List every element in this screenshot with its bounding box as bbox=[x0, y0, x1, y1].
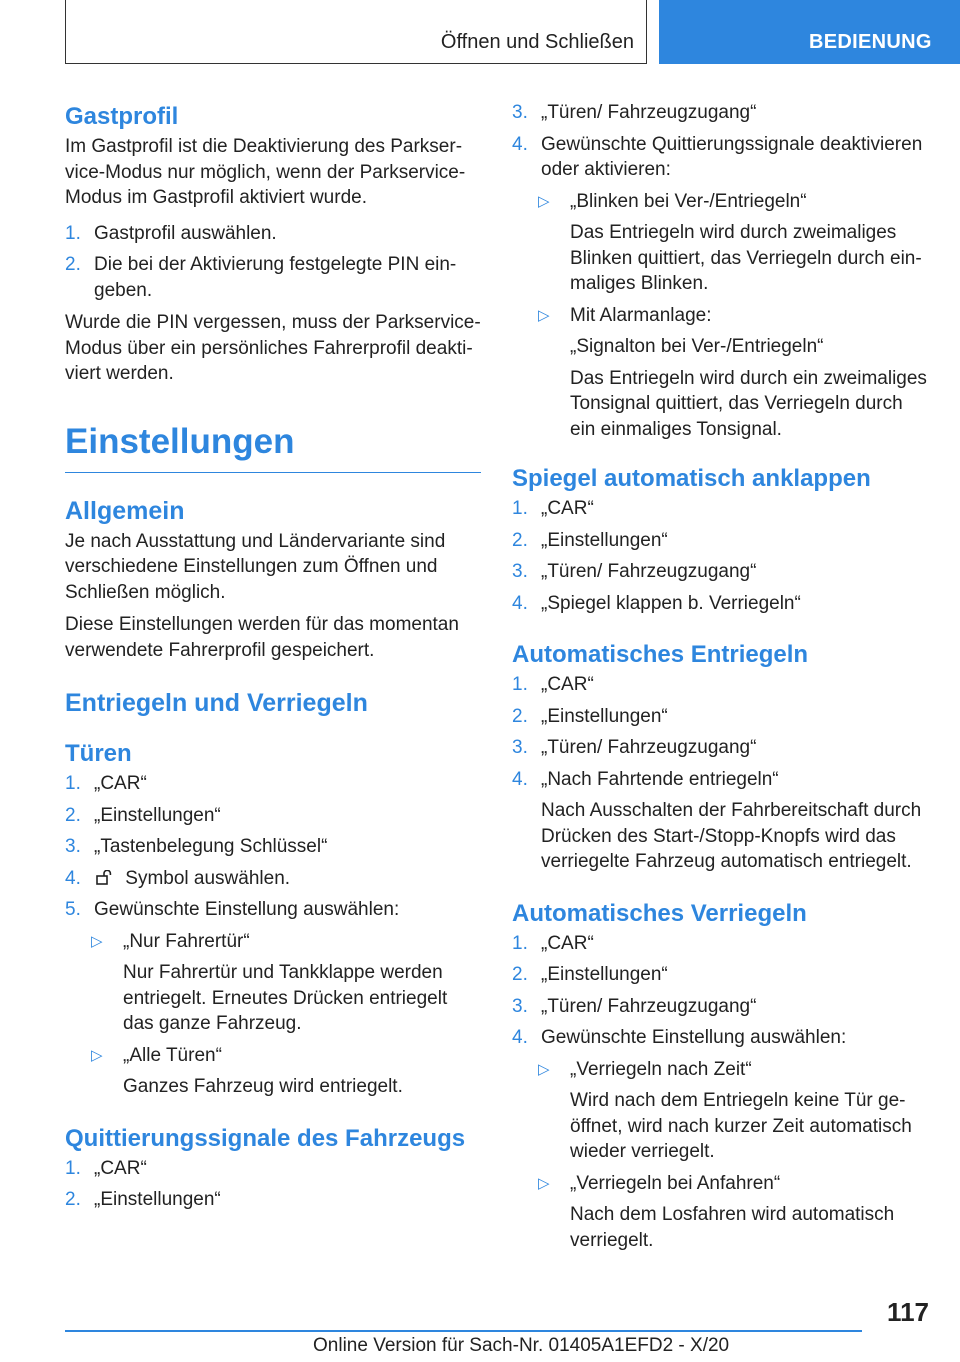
bullet-description: Nur Fahrertür und Tankklappe werden entriegelt. Erneutes Drücken entriegelt das ganze Fahrzeug. bbox=[123, 962, 448, 1034]
bullet-setting: „Signalton bei Ver-/Entriegeln“ bbox=[570, 336, 824, 357]
triangle-right-icon: ▷ bbox=[538, 1174, 550, 1192]
triangle-right-icon: ▷ bbox=[538, 1060, 550, 1078]
heading-einstellungen: Einstellungen bbox=[65, 419, 481, 473]
list-item: 2. „Einstellungen“ bbox=[65, 804, 221, 826]
bullet-item: ▷ „Blinken bei Ver-/Entriegeln“ bbox=[512, 189, 930, 215]
list-item-description: Nach Ausschalten der Fahrbereitschaft durch Drücken des Start-/Stopp-Knopfs wird das verriegelte Fahrzeug automatisch entriegelt. bbox=[541, 800, 922, 872]
heading-automatisches-entriegeln: Automatisches Entriegeln bbox=[512, 641, 809, 668]
left-column bbox=[65, 100, 481, 1213]
list-item: 3. „Türen/ Fahrzeugzugang“ bbox=[512, 561, 757, 582]
bullet-item: ▷ „Nur Fahrertür“ bbox=[65, 929, 481, 955]
header-section-box bbox=[65, 0, 647, 64]
list-item: 3. „Türen/ Fahrzeugzugang“ bbox=[512, 995, 757, 1017]
triangle-right-icon: ▷ bbox=[91, 932, 103, 950]
bullet-description: Nach dem Losfahren wird automatisch verriegelt. bbox=[570, 1204, 895, 1251]
list-item: 1. „CAR“ bbox=[65, 773, 147, 794]
gastprofil-text: Im Gastprofil ist die Deaktivierung des Parkser-vice-Modus nur möglich, wenn der Parkservice-Modus im Gastprofil aktiviert wurde. bbox=[65, 136, 466, 208]
header-chapter-label: BEDIENUNG bbox=[809, 31, 932, 53]
bullet-item: ▷ „Verriegeln bei Anfahren“ bbox=[512, 1171, 930, 1197]
triangle-right-icon: ▷ bbox=[538, 192, 550, 210]
list-item: 3. „Türen/ Fahrzeugzugang“ bbox=[512, 737, 757, 758]
bullet-item: ▷ Mit Alarmanlage: bbox=[512, 303, 930, 329]
list-item: 1. „CAR“ bbox=[512, 674, 594, 695]
heading-gastprofil: Gastprofil bbox=[65, 103, 179, 130]
allgemein-text-2: Diese Einstellungen werden für das momentan verwendete Fahrerprofil gespeichert. bbox=[65, 614, 459, 661]
list-item: 1. „CAR“ bbox=[512, 498, 594, 519]
unlock-icon bbox=[96, 870, 116, 885]
list-item: 2. „Einstellungen“ bbox=[512, 529, 668, 551]
bullet-description: Das Entriegeln wird durch zweimaliges Blinken quittiert, das Verriegeln durch ein-maliges Blinken. bbox=[570, 222, 922, 294]
list-item: 1. Gastprofil auswählen. bbox=[65, 222, 277, 244]
list-item: 4. Symbol auswählen. bbox=[65, 867, 291, 889]
heading-automatisches-verriegeln: Automatisches Verriegeln bbox=[512, 899, 807, 927]
heading-spiegel: Spiegel automatisch anklappen bbox=[512, 465, 871, 492]
list-item: 2. „Einstellungen“ bbox=[512, 964, 668, 985]
triangle-right-icon: ▷ bbox=[91, 1046, 103, 1064]
list-item: 1. „CAR“ bbox=[512, 932, 594, 954]
bullet-description: Ganzes Fahrzeug wird entriegelt. bbox=[123, 1076, 403, 1097]
list-item: 4. „Spiegel klappen b. Verriegeln“ bbox=[512, 592, 801, 614]
list-item: 1. „CAR“ bbox=[65, 1157, 147, 1179]
bullet-item: ▷ „Verriegeln nach Zeit“ bbox=[512, 1057, 930, 1083]
page-number: 117 bbox=[887, 1297, 929, 1327]
list-item: 4. Gewünschte Einstellung auswählen: bbox=[512, 1027, 847, 1048]
bullet-description: Wird nach dem Entriegeln keine Tür ge-öffnet, wird nach kurzer Zeit automatisch wieder verriegelt. bbox=[570, 1090, 912, 1162]
heading-tueren: Türen bbox=[65, 740, 132, 767]
triangle-right-icon: ▷ bbox=[538, 306, 550, 324]
gastprofil-note: Wurde die PIN vergessen, muss der Parkservice-Modus über ein persönliches Fahrerprofil deakti-viert werden. bbox=[65, 312, 481, 384]
list-item: 2. Die bei der Aktivierung festgelegte PIN ein-geben. bbox=[65, 254, 457, 301]
list-item: 2. „Einstellungen“ bbox=[65, 1189, 221, 1210]
right-column bbox=[512, 100, 930, 1253]
heading-allgemein: Allgemein bbox=[65, 496, 185, 525]
footer-divider bbox=[65, 1330, 862, 1332]
list-item: 4. „Nach Fahrtende entriegeln“ bbox=[512, 768, 779, 790]
list-item: 3. „Tastenbelegung Schlüssel“ bbox=[65, 836, 328, 857]
bullet-item: ▷ „Alle Türen“ bbox=[65, 1043, 481, 1069]
list-item: 4. Gewünschte Quittierungssignale deaktivieren oder aktivieren: bbox=[512, 133, 923, 180]
list-item: 5. Gewünschte Einstellung auswählen: bbox=[65, 899, 400, 920]
header-section-title: Öffnen und Schließen bbox=[440, 31, 634, 53]
footer-text: Online Version für Sach-Nr. 01405A1EFD2 - X/20 bbox=[313, 1335, 730, 1356]
bullet-description: Das Entriegeln wird durch ein zweimaliges Tonsignal quittiert, das Verriegeln durch ein einmaliges Tonsignal. bbox=[570, 367, 927, 440]
heading-entriegeln-verriegeln: Entriegeln und Verriegeln bbox=[65, 689, 368, 717]
heading-quittierungssignale: Quittierungssignale des Fahrzeugs bbox=[65, 1124, 466, 1152]
header-chapter-tab[interactable] bbox=[659, 0, 960, 64]
list-item: 3. „Türen/ Fahrzeugzugang“ bbox=[512, 102, 757, 123]
allgemein-text-1: Je nach Ausstattung und Ländervariante sind verschiedene Einstellungen zum Öffnen und Schließen möglich. bbox=[65, 530, 446, 603]
list-item: 2. „Einstellungen“ bbox=[512, 705, 668, 727]
